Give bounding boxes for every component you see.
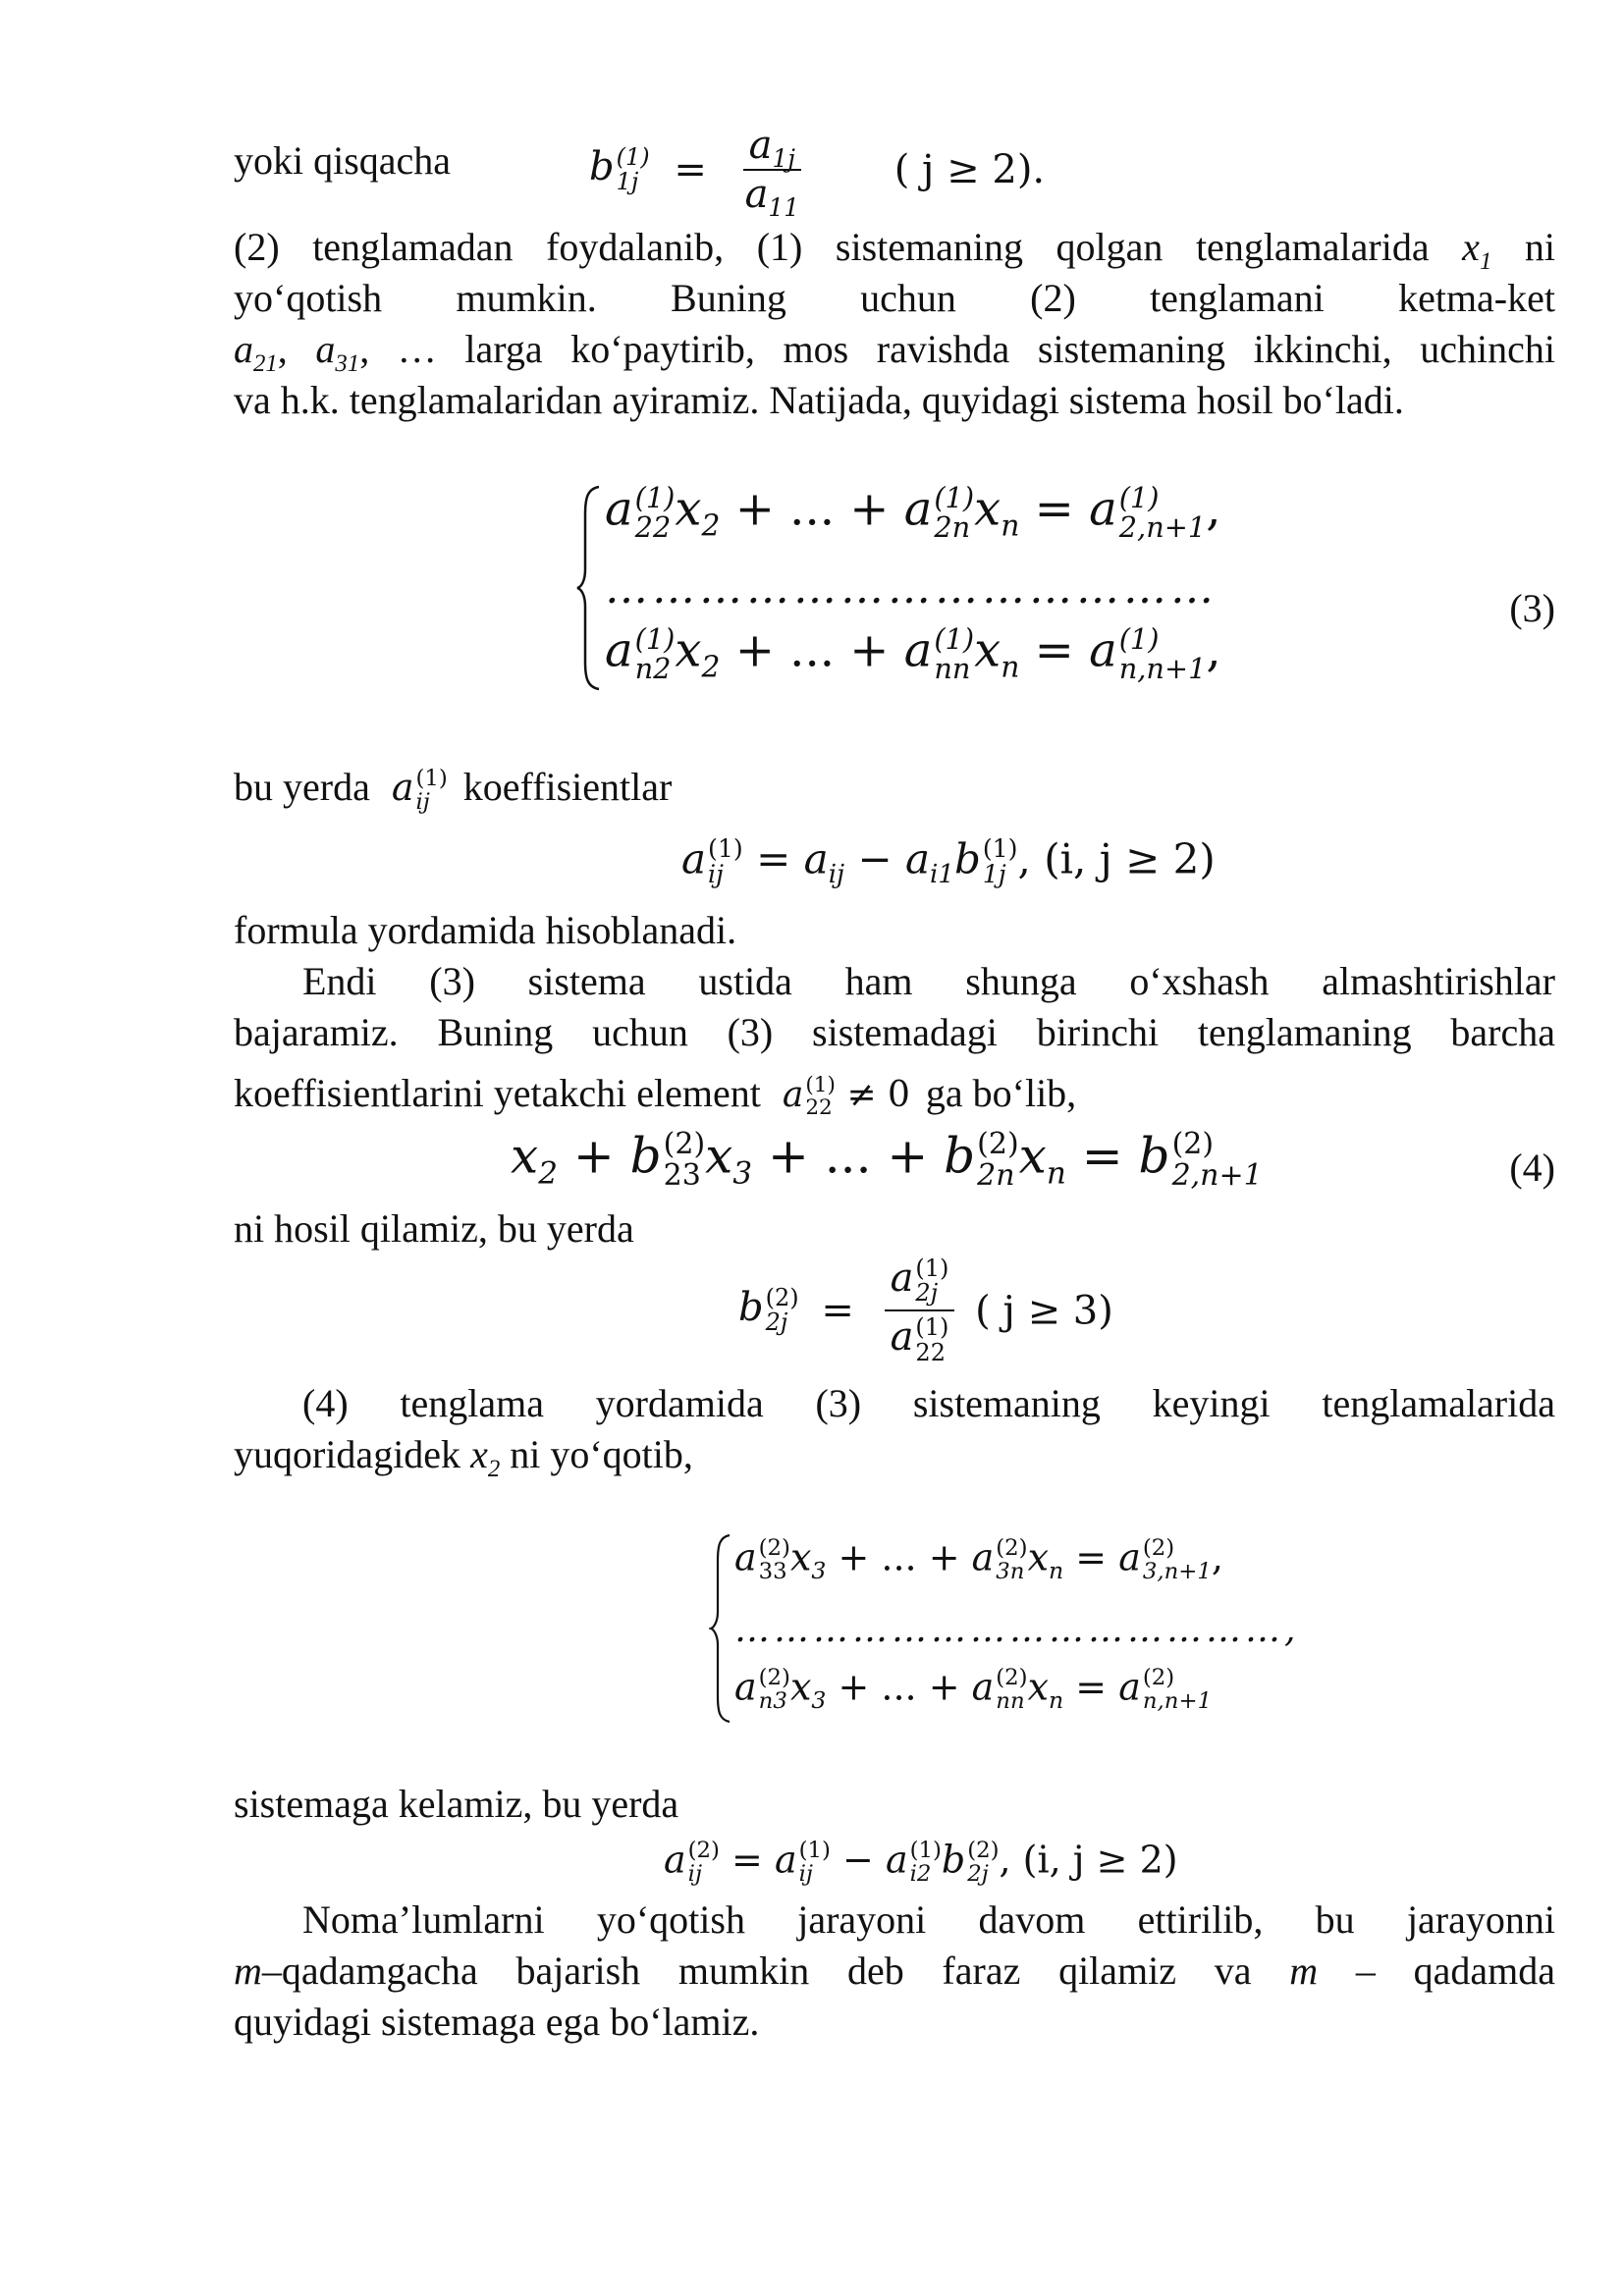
eq-number-3: (3) [1509,586,1555,630]
p1-line2: yo‘qotish mumkin. Buning uchun (2) tenglamani ketma-ket [234,276,1555,320]
formula-eq4: $x_2 + b$ (2) 23 $x_3$ + ... + b (2) 2n $x_n = b$ (2) 2,n+1 [511,1127,1263,1193]
formula-b2j: b (2) 2j = a (1) 2j a (1) 22 ( j ≥ 3) [738,1255,1113,1366]
p2-line2: bajaramiz. Buning uchun (3) sistemadagi birinchi tenglamaning barcha [234,1010,1555,1054]
p4-line3: quyidagi sistemaga ega bo‘lamiz. [234,2000,760,2044]
p4-line2: m–qadamgacha bajarish mumkin deb faraz qilamiz va m – qadamda [234,1949,1556,1993]
p4-line1: Noma’lumlarni yo‘qotish jarayoni davom ettirilib, bu jarayonni [302,1897,1555,1942]
p3-line2: yuqoridagidek $x_2$ ni yo‘qotib, [234,1432,693,1482]
line-ni-hosil: ni hosil qilamiz, bu yerda [234,1206,634,1251]
system3-eq2: a (1) n2 $x_2$ + ... + a (1) nn $x_n = a$ (1) n,n+1 , [605,622,1221,686]
eq-number-4: (4) [1509,1146,1555,1190]
line-formula-yordamida: formula yordamida hisoblanadi. [234,908,737,952]
b1j-condition: ( j ≥ 2). [893,147,1046,192]
system5-dots: ……………………………………, [734,1610,1300,1650]
p2-line1: Endi (3) sistema ustida ham shunga o‘xshash almashtirishlar [302,959,1555,1003]
system3-dots: ………………………………… [605,563,1218,614]
p1-line4: va h.k. tenglamalaridan ayiramiz. Natijada, quyidagi sistema hosil bo‘ladi. [234,378,1404,422]
b2j-condition: ( j ≥ 3) [975,1288,1113,1334]
line-sistemaga: sistemaga kelamiz, bu yerda [234,1782,679,1826]
text-yoki: yoki qisqacha [234,138,452,183]
line-bu-yerda-1: bu yerda a (1) ij koeffisientlar [234,765,673,815]
p1-line1: (2) tenglamadan foydalanib, (1) sistemaning qolgan tenglamalarida $x_1$ ni [234,225,1556,275]
p1-line3: $a_{21}$, $a_{31}$, … larga ko‘paytirib, mos ravishda sistemaning ikkinchi, uchinchi [234,327,1555,377]
formula-b1j: b (1) 1j = $\frac{a_{1j}}{a_{11}}$ ( j ≥ 2). [589,123,1046,222]
system5-eq1: a (2) 33 $x_3$ + ... + a (2) 3n $x_n = a$ (2) 3,n+1 , [734,1535,1223,1585]
p3-line1: (4) tenglama yordamida (3) sistemaning keyingi tenglamalarida [302,1381,1555,1425]
p2-line3: koeffisientlarini yetakchi element a (1) 22 ≠ 0 ga bo‘lib, [234,1071,1077,1120]
brace-icon [575,485,603,691]
system5-eq2: a (2) n3 $x_3$ + ... + a (2) nn $x_n = a$ (2) n,n+1 [734,1665,1213,1715]
brace-icon [709,1533,732,1724]
system3-eq1: a (1) 22 $x_2$ + ... + a (1) 2n $x_n = a$ (1) 2,n+1 , [605,481,1221,545]
formula-aij2: a (2) ij = a (1) ij − a (1) i2 b (2) 2j , (i, j ≥ 2) [664,1838,1178,1887]
formula-aij1: a (1) ij = $a_{ij} - a_{i1}b$ (1) 1j , (i, j ≥ 2) [681,834,1216,889]
